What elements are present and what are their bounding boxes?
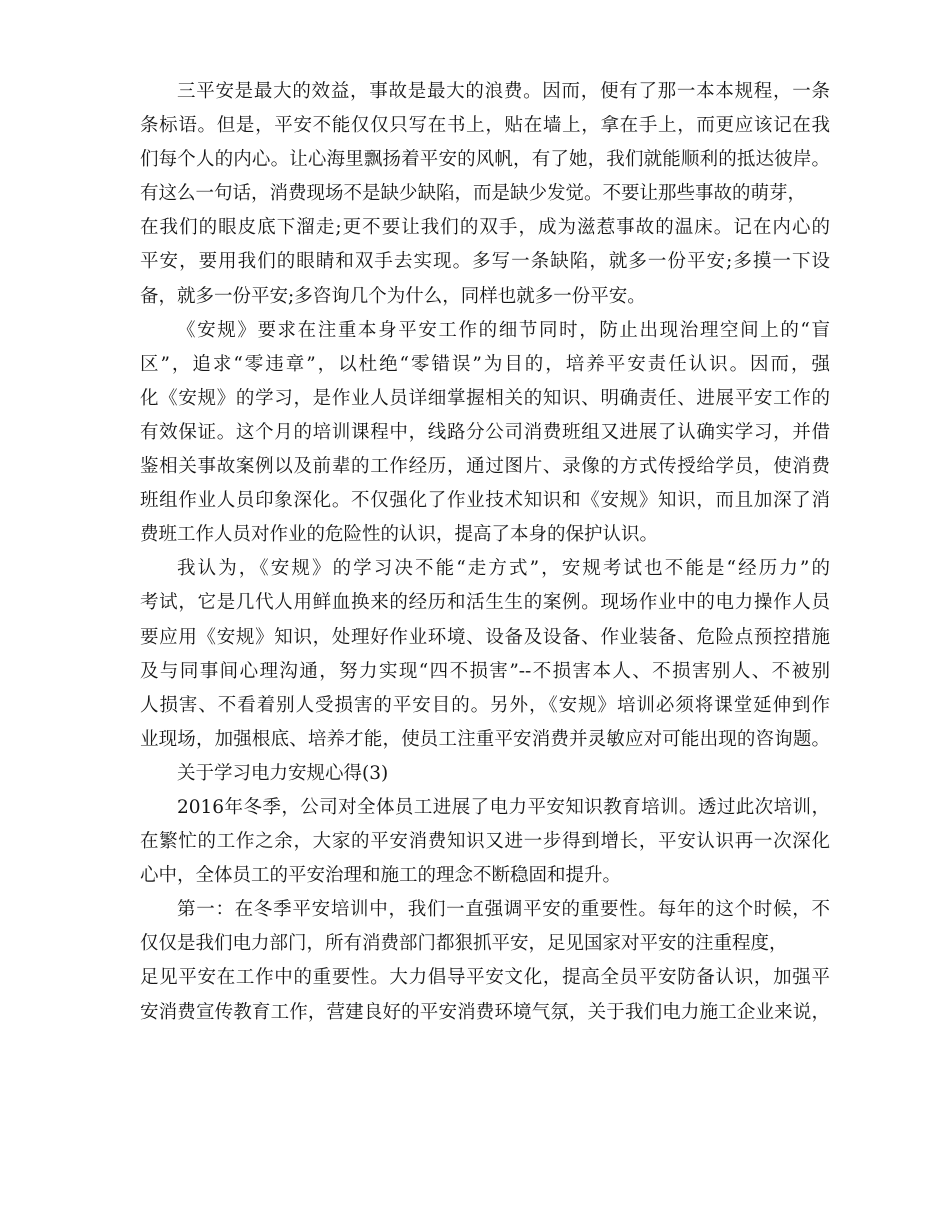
text-line: 区”，追求“零违章”，以杜绝“零错误”为目的，培养平安责任认识。因而，强 <box>140 353 830 375</box>
text-line: 考试，它是几代人用鲜血换来的经历和活生生的案例。现场作业中的电力操作人员 <box>140 592 830 614</box>
text-line: 条标语。但是，平安不能仅仅只写在书上，贴在墙上，拿在手上，而更应该记在我 <box>140 115 830 137</box>
text-line: 在我们的眼皮底下溜走;更不要让我们的双手，成为滋惹事故的温床。记在内心的 <box>140 217 830 239</box>
text-line: 要应用《安规》知识，处理好作业环境、设备及设备、作业装备、危险点预控措施 <box>140 626 830 648</box>
text-line: 费班工作人员对作业的危险性的认识，提高了本身的保护认识。 <box>140 524 659 546</box>
text-line: 有这么一句话，消费现场不是缺少缺陷，而是缺少发觉。不要让那些事故的萌芽， <box>140 183 807 205</box>
text-line: 班组作业人员印象深化。不仅强化了作业技术知识和《安规》知识，而且加深了消 <box>140 490 830 512</box>
text-line: 鉴相关事故案例以及前辈的工作经历，通过图片、录像的方式传授给学员，使消费 <box>140 456 830 478</box>
text-line: 业现场，加强根底、培养才能，使员工注重平安消费并灵敏应对可能出现的咨询题。 <box>140 728 830 750</box>
text-line: 安消费宣传教育工作，营建良好的平安消费环境气氛，关于我们电力施工企业来说， <box>140 1001 830 1023</box>
paragraph-first-line: 三平安是最大的效益，事故是最大的浪费。因而，便有了那一本本规程，一条 <box>177 81 830 102</box>
text-line: 人损害、不看着别人受损害的平安目的。另外，《安规》培训必须将课堂延伸到作 <box>140 694 830 716</box>
paragraph-first-line: 关于学习电力安规心得(3) <box>177 762 389 784</box>
text-line: 化《安规》的学习，是作业人员详细掌握相关的知识、明确责任、进展平安工作的 <box>140 387 830 409</box>
document-body <box>140 75 830 1030</box>
paragraph-first-line: 我认为，《安规》的学习决不能“走方式”，安规考试也不能是“经历力”的 <box>177 558 830 580</box>
paragraph-first-line: 2016年冬季，公司对全体员工进展了电力平安知识教育培训。透过此次培训， <box>177 796 830 818</box>
text-line: 在繁忙的工作之余，大家的平安消费知识又进一步得到增长，平安认识再一次深化 <box>140 831 830 853</box>
text-line: 备，就多一份平安;多咨询几个为什么，同样也就多一份平安。 <box>140 285 646 307</box>
text-line: 足见平安在工作中的重要性。大力倡导平安文化，提高全员平安防备认识，加强平 <box>140 967 830 989</box>
text-line: 平安，要用我们的眼睛和双手去实现。多写一条缺陷，就多一份平安;多摸一下设 <box>140 251 830 273</box>
paragraph-first-line: 《安规》要求在注重本身平安工作的细节同时，防止出现治理空间上的“盲 <box>177 319 830 341</box>
text-line: 有效保证。这个月的培训课程中，线路分公司消费班组又进展了认确实学习，并借 <box>140 421 830 443</box>
text-line: 们每个人的内心。让心海里飘扬着平安的风帆，有了她，我们就能顺利的抵达彼岸。 <box>140 149 830 171</box>
text-line: 及与同事间心理沟通，努力实现“四不损害”--不损害本人、不损害别人、不被别 <box>140 660 830 682</box>
text-line: 心中，全体员工的平安治理和施工的理念不断稳固和提升。 <box>140 865 622 887</box>
text-line: 仅仅是我们电力部门，所有消费部门都狠抓平安，足见国家对平安的注重程度， <box>140 933 788 955</box>
paragraph-first-line: 第一：在冬季平安培训中，我们一直强调平安的重要性。每年的这个时候，不 <box>177 899 830 921</box>
